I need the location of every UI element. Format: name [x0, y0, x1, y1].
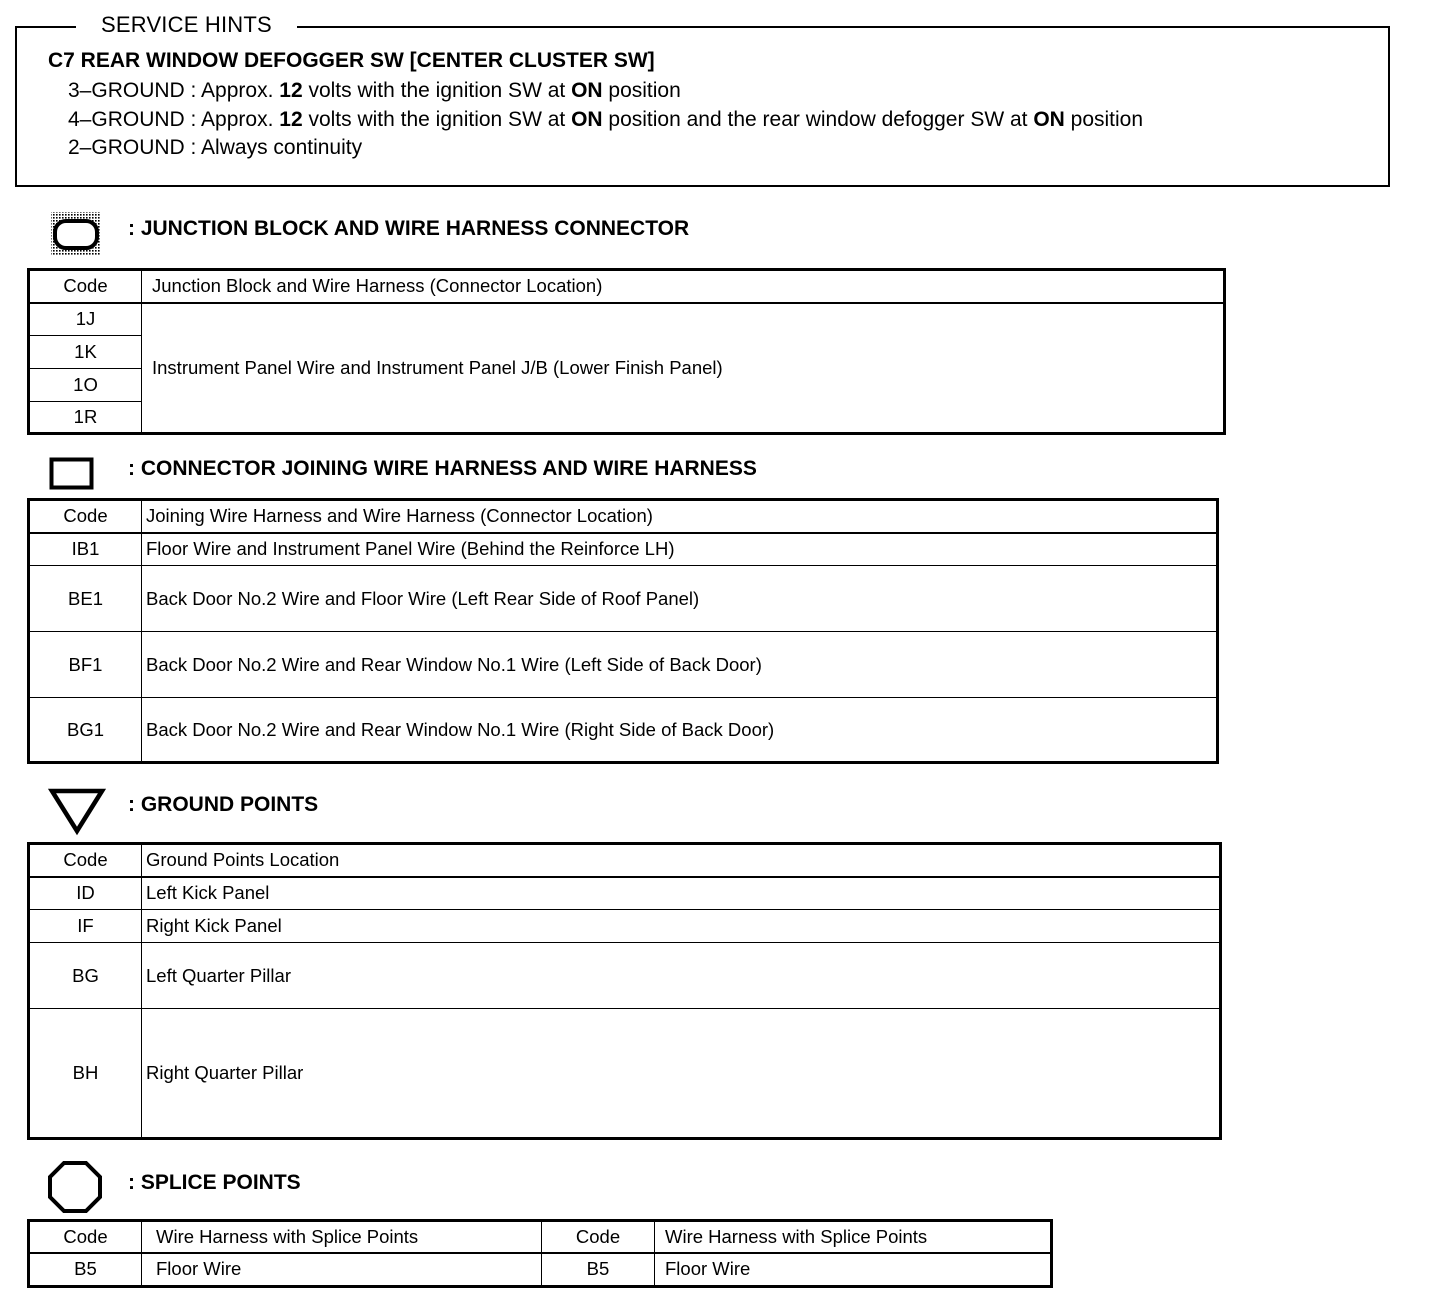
connector-desc: Back Door No.2 Wire and Floor Wire (Left Rear Side of Roof Panel)	[142, 566, 1218, 632]
connector-table	[27, 498, 1219, 764]
hint-line: 3–GROUND : Approx. 12 volts with the ignition SW at ON position	[68, 79, 681, 102]
table-row	[29, 303, 1225, 336]
splice-col-desc-2: Wire Harness with Splice Points	[655, 1221, 1052, 1253]
splice-section-title: : SPLICE POINTS	[128, 1171, 301, 1194]
ground-code: BG	[29, 943, 142, 1009]
table-row	[29, 1009, 1221, 1139]
connector-desc: Back Door No.2 Wire and Rear Window No.1 Wire (Left Side of Back Door)	[142, 632, 1218, 698]
table-row	[29, 632, 1218, 698]
junction-description: Instrument Panel Wire and Instrument Panel J/B (Lower Finish Panel)	[142, 303, 1225, 434]
service-hints-heading: C7 REAR WINDOW DEFOGGER SW [CENTER CLUSTER SW]	[48, 49, 655, 72]
splice-desc: Floor Wire	[142, 1253, 542, 1287]
ground-code: BH	[29, 1009, 142, 1139]
hint-line: 2–GROUND : Always continuity	[68, 136, 363, 159]
hint-line: 4–GROUND : Approx. 12 volts with the ignition SW at ON position and the rear window defogger SW at ON position	[68, 108, 1144, 131]
splice-col-desc: Wire Harness with Splice Points	[142, 1221, 542, 1253]
table-row	[29, 1253, 1052, 1287]
junction-col-code: Code	[29, 270, 142, 303]
splice-desc-2: Floor Wire	[655, 1253, 1052, 1287]
splice-code-2: B5	[542, 1253, 655, 1287]
ground-desc: Left Kick Panel	[142, 877, 1221, 910]
table-row	[29, 943, 1221, 1009]
connector-code: BE1	[29, 566, 142, 632]
table-row	[29, 698, 1218, 763]
table-row	[29, 566, 1218, 632]
connector-code: BG1	[29, 698, 142, 763]
table-row	[29, 910, 1221, 943]
splice-octagon-icon	[47, 1160, 103, 1214]
connector-col-code: Code	[29, 500, 142, 533]
connector-desc: Back Door No.2 Wire and Rear Window No.1 Wire (Right Side of Back Door)	[142, 698, 1218, 763]
junction-section-title: : JUNCTION BLOCK AND WIRE HARNESS CONNECTOR	[128, 217, 690, 240]
ground-desc: Right Quarter Pillar	[142, 1009, 1221, 1139]
junction-block-icon	[50, 211, 102, 257]
connector-code: IB1	[29, 533, 142, 566]
connector-icon	[49, 457, 95, 491]
connector-code: BF1	[29, 632, 142, 698]
ground-desc: Left Quarter Pillar	[142, 943, 1221, 1009]
service-hints-title: SERVICE HINTS	[76, 11, 297, 39]
connector-section-title: : CONNECTOR JOINING WIRE HARNESS AND WIRE HARNESS	[128, 457, 757, 480]
ground-col-code: Code	[29, 844, 142, 877]
ground-code: ID	[29, 877, 142, 910]
junction-table	[27, 268, 1226, 435]
ground-col-desc: Ground Points Location	[142, 844, 1221, 877]
junction-code: 1K	[29, 336, 142, 369]
junction-code: 1J	[29, 303, 142, 336]
junction-code: 1O	[29, 369, 142, 402]
junction-col-desc: Junction Block and Wire Harness (Connector Location)	[142, 270, 1225, 303]
ground-triangle-icon	[48, 787, 106, 837]
splice-code: B5	[29, 1253, 142, 1287]
connector-col-desc: Joining Wire Harness and Wire Harness (Connector Location)	[142, 500, 1218, 533]
table-row	[29, 533, 1218, 566]
splice-col-code: Code	[29, 1221, 142, 1253]
ground-section-title: : GROUND POINTS	[128, 793, 319, 816]
table-row	[29, 877, 1221, 910]
splice-col-code-2: Code	[542, 1221, 655, 1253]
ground-code: IF	[29, 910, 142, 943]
splice-table	[27, 1219, 1053, 1288]
connector-desc: Floor Wire and Instrument Panel Wire (Behind the Reinforce LH)	[142, 533, 1218, 566]
junction-code: 1R	[29, 402, 142, 434]
ground-desc: Right Kick Panel	[142, 910, 1221, 943]
ground-table	[27, 842, 1222, 1140]
